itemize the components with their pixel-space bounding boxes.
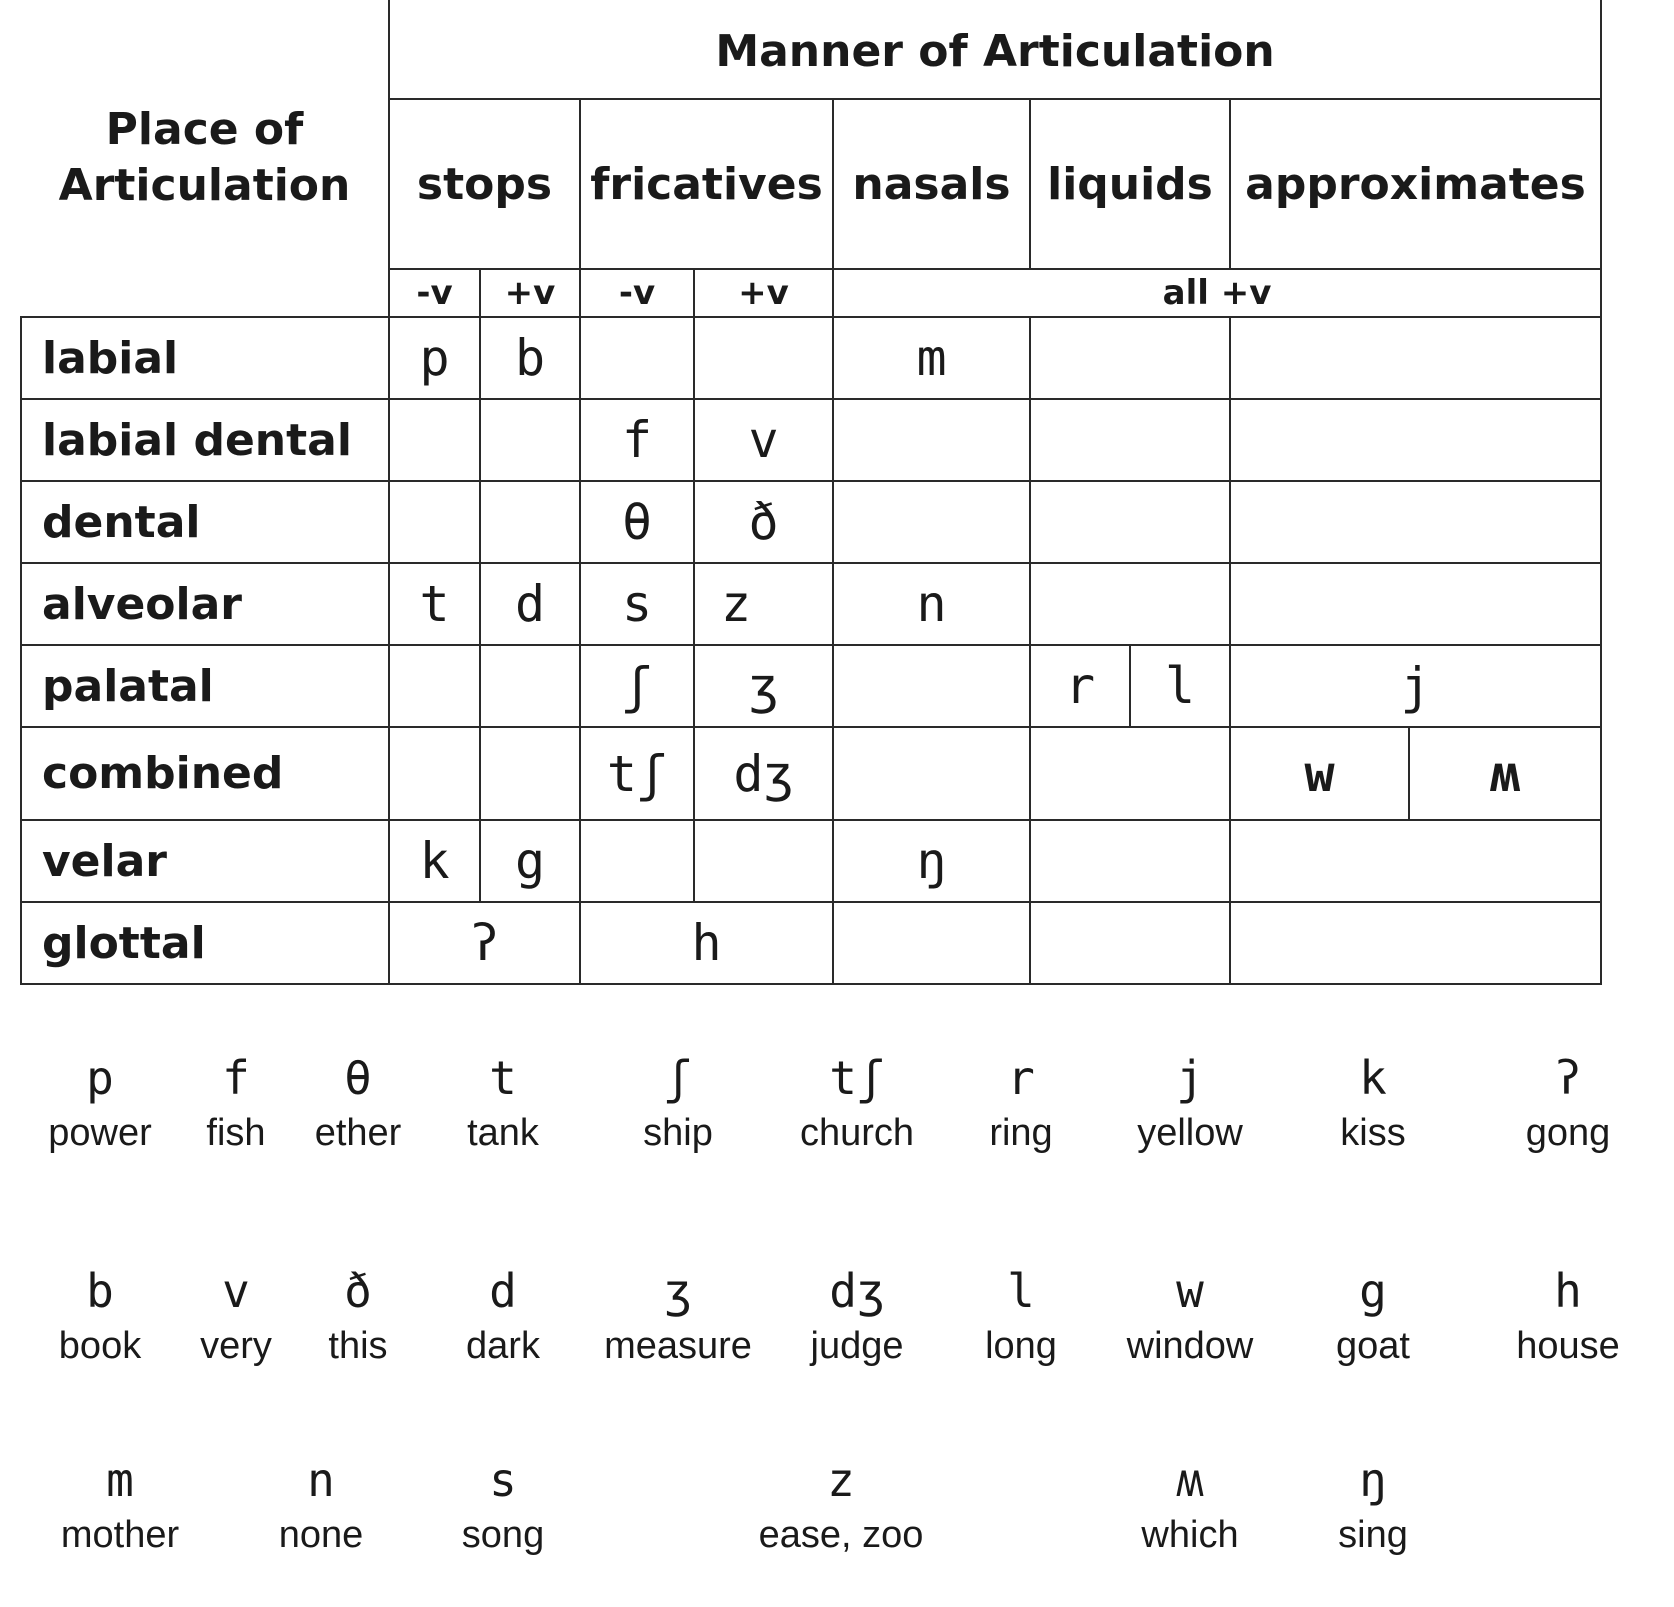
empty-cell (694, 317, 833, 399)
key-symbol: t (489, 1051, 517, 1105)
row-dental (21, 481, 1601, 563)
key-word: mother (60, 1514, 180, 1556)
key-word: gong (1525, 1112, 1611, 1154)
key-word: which (1141, 1514, 1239, 1556)
symbol-cell: ŋ (833, 820, 1030, 902)
empty-cell (1230, 481, 1601, 563)
key-symbol: h (1554, 1264, 1582, 1318)
key-symbol: s (489, 1453, 517, 1507)
row-label: glottal (21, 902, 389, 984)
key-item (1090, 1048, 1290, 1158)
key-symbol: d (489, 1264, 517, 1318)
symbol-cell: w (1230, 727, 1409, 820)
symbol-cell: v (694, 399, 833, 481)
key-word: church (799, 1112, 915, 1154)
key-word: song (461, 1514, 545, 1556)
key-symbol: dʒ (829, 1264, 885, 1318)
empty-cell (833, 727, 1030, 820)
key-symbol: ʃ (664, 1051, 692, 1105)
symbol-cell: d (480, 563, 580, 645)
empty-cell (580, 820, 694, 902)
key-item (403, 1450, 603, 1560)
empty-cell (1030, 317, 1230, 399)
empty-cell (833, 481, 1030, 563)
symbol-cell: f (580, 399, 694, 481)
all-voiced-header: all +v (833, 269, 1601, 317)
symbol-cell: b (480, 317, 580, 399)
row-palatal (21, 645, 1601, 727)
empty-cell (694, 820, 833, 902)
empty-cell (389, 645, 480, 727)
key-symbol: l (1007, 1264, 1035, 1318)
key-word: measure (604, 1325, 752, 1367)
empty-cell (389, 727, 480, 820)
key-word: long (985, 1325, 1057, 1367)
key-word: none (278, 1514, 364, 1556)
empty-cell (833, 399, 1030, 481)
key-item (403, 1261, 603, 1371)
key-word: ease, zoo (758, 1514, 924, 1556)
symbol-cell: m (833, 317, 1030, 399)
header-row-manner (21, 0, 1601, 99)
key-item (1468, 1048, 1668, 1158)
empty-cell (1030, 399, 1230, 481)
key-word: judge (810, 1325, 904, 1367)
key-word: book (58, 1325, 142, 1367)
fricatives-header: fricatives (580, 99, 833, 269)
key-item (20, 1450, 220, 1560)
empty-cell (480, 399, 580, 481)
stops-header: stops (389, 99, 580, 269)
empty-cell (1030, 902, 1230, 984)
row-label: alveolar (21, 563, 389, 645)
stops-voiceless-header: -v (389, 269, 480, 317)
row-labial-dental (21, 399, 1601, 481)
symbol-cell: t (389, 563, 480, 645)
row-labial (21, 317, 1601, 399)
empty-cell (389, 481, 480, 563)
key-item (403, 1048, 603, 1158)
key-word: power (48, 1112, 152, 1154)
row-label: palatal (21, 645, 389, 727)
key-word: sing (1338, 1514, 1408, 1556)
symbol-cell: ð (694, 481, 833, 563)
key-item (1273, 1261, 1473, 1371)
empty-cell (1230, 563, 1601, 645)
symbol-cell: s (580, 563, 694, 645)
stops-voiced-header: +v (480, 269, 580, 317)
key-word: this (328, 1325, 388, 1367)
key-symbol: m (106, 1453, 134, 1507)
key-word: ship (643, 1112, 713, 1154)
key-item (578, 1261, 778, 1371)
empty-cell (389, 399, 480, 481)
key-symbol: θ (344, 1051, 372, 1105)
symbol-cell: ʔ (389, 902, 580, 984)
empty-cell (480, 481, 580, 563)
empty-cell (480, 645, 580, 727)
empty-cell (1230, 317, 1601, 399)
key-item (1273, 1450, 1473, 1560)
symbol-cell: k (389, 820, 480, 902)
symbol-cell: p (389, 317, 480, 399)
row-label: combined (21, 727, 389, 820)
key-word: ring (989, 1112, 1053, 1154)
key-item (578, 1048, 778, 1158)
key-word: kiss (1340, 1112, 1406, 1154)
empty-cell (1030, 727, 1230, 820)
key-word: dark (466, 1325, 540, 1367)
symbol-cell: l (1130, 645, 1230, 727)
key-symbol: ʒ (664, 1264, 692, 1318)
key-symbol: f (222, 1051, 250, 1105)
key-item (1090, 1450, 1290, 1560)
empty-cell (1030, 563, 1230, 645)
key-word: tank (467, 1112, 539, 1154)
key-item (1468, 1261, 1668, 1371)
symbol-cell: h (580, 902, 833, 984)
symbol-cell: n (833, 563, 1030, 645)
symbol-cell: ʍ (1409, 727, 1601, 820)
empty-cell (1030, 820, 1230, 902)
symbol-cell: dʒ (694, 727, 833, 820)
key-item (1273, 1048, 1473, 1158)
empty-cell (1230, 399, 1601, 481)
key-symbol: tʃ (829, 1051, 885, 1105)
row-label: labial (21, 317, 389, 399)
row-velar (21, 820, 1601, 902)
row-label: dental (21, 481, 389, 563)
key-symbol: n (307, 1453, 335, 1507)
symbol-cell: ʃ (580, 645, 694, 727)
key-symbol: ʔ (1554, 1051, 1582, 1105)
row-label: velar (21, 820, 389, 902)
key-item (221, 1450, 421, 1560)
row-label: labial dental (21, 399, 389, 481)
approximates-header: approximates (1230, 99, 1601, 269)
nasals-header: nasals (833, 99, 1030, 269)
symbol-cell: j (1230, 645, 1601, 727)
key-symbol: r (1007, 1051, 1035, 1105)
symbol-cell: tʃ (580, 727, 694, 820)
key-word: window (1126, 1325, 1254, 1367)
empty-cell (833, 902, 1030, 984)
symbol-cell: z (694, 563, 833, 645)
fricatives-voiceless-header: -v (580, 269, 694, 317)
fricatives-voiced-header: +v (694, 269, 833, 317)
empty-cell (480, 727, 580, 820)
key-word: goat (1336, 1325, 1410, 1367)
key-symbol: j (1176, 1051, 1204, 1105)
key-item (1090, 1261, 1290, 1371)
key-item (741, 1450, 941, 1560)
symbol-cell: ʒ (694, 645, 833, 727)
key-symbol: k (1359, 1051, 1387, 1105)
place-of-articulation-header: Place of Articulation (21, 0, 389, 317)
key-symbol: w (1176, 1264, 1204, 1318)
liquids-header: liquids (1030, 99, 1230, 269)
row-combined (21, 727, 1601, 820)
empty-cell (580, 317, 694, 399)
symbol-cell: θ (580, 481, 694, 563)
key-symbol: z (827, 1453, 855, 1507)
consonant-chart (20, 0, 1602, 985)
empty-cell (1030, 481, 1230, 563)
empty-cell (833, 645, 1030, 727)
key-word: house (1516, 1325, 1620, 1367)
key-symbol: ð (344, 1264, 372, 1318)
key-symbol: b (86, 1264, 114, 1318)
key-symbol: ŋ (1359, 1453, 1387, 1507)
symbol-cell: r (1030, 645, 1130, 727)
key-word: very (200, 1325, 272, 1367)
key-symbol: p (86, 1051, 114, 1105)
manner-of-articulation-header: Manner of Articulation (389, 0, 1601, 99)
key-symbol: g (1359, 1264, 1387, 1318)
key-word: fish (206, 1112, 266, 1154)
empty-cell (1230, 820, 1601, 902)
empty-cell (1230, 902, 1601, 984)
symbol-cell: g (480, 820, 580, 902)
key-symbol: ʍ (1176, 1453, 1204, 1507)
key-symbol: v (222, 1264, 250, 1318)
row-alveolar (21, 563, 1601, 645)
key-word: ether (314, 1112, 402, 1154)
key-word: yellow (1137, 1112, 1243, 1154)
row-glottal (21, 902, 1601, 984)
